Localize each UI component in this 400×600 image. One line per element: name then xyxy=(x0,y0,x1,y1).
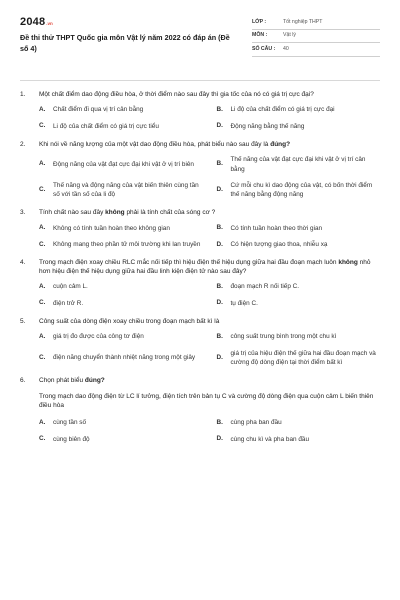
option-letter: C. xyxy=(39,121,46,129)
meta-label: MÔN : xyxy=(252,32,268,39)
header-left xyxy=(20,10,235,54)
option-text: cùng biên độ xyxy=(53,435,90,443)
option-b[interactable] xyxy=(217,105,381,114)
question-1 xyxy=(20,91,380,131)
option-text: Thế năng của vật đạt cực đại khi vật ở vị trí cân bằng xyxy=(230,156,366,173)
stem-emphasis: không xyxy=(105,209,125,217)
option-letter: D. xyxy=(216,298,223,306)
option-d[interactable] xyxy=(217,299,381,308)
option-letter: A. xyxy=(39,160,46,168)
option-letter: C. xyxy=(39,240,46,248)
brand-main: 2048 xyxy=(20,16,46,28)
stem-emphasis: đúng? xyxy=(84,377,105,385)
option-text: cuộn cảm L. xyxy=(53,283,88,291)
question-4 xyxy=(20,259,380,307)
option-text: tụ điện C. xyxy=(230,299,258,307)
brand-logo[interactable] xyxy=(20,15,235,29)
header-divider xyxy=(20,80,380,81)
stem-text: Trong mạch điện xoay chiều RLC mắc nối tiếp thì hiệu điện thế hiệu dụng giữa hai đầu đoạn mạch luôn xyxy=(39,259,339,267)
option-a[interactable] xyxy=(39,282,203,291)
option-c[interactable] xyxy=(39,122,203,131)
option-text: Chất điểm đi qua vị trí cân bằng xyxy=(53,106,144,114)
answer-options xyxy=(20,332,380,367)
question-stem xyxy=(20,209,380,217)
option-a[interactable] xyxy=(39,332,203,341)
stem-text: Tính chất nào sau đây xyxy=(39,209,106,217)
question-text xyxy=(39,259,380,276)
option-letter: A. xyxy=(39,418,46,426)
option-text: Động năng của vật đạt cực đại khi vật ở vị trí biên xyxy=(53,160,194,168)
exam-meta xyxy=(252,16,380,57)
question-text xyxy=(39,318,380,326)
answer-options xyxy=(20,224,380,250)
option-a[interactable] xyxy=(39,224,203,233)
question-text xyxy=(39,209,380,217)
question-6 xyxy=(20,377,380,444)
option-c[interactable] xyxy=(39,349,203,368)
question-stem xyxy=(20,318,380,326)
option-text: Li độ của chất điểm có giá trị cực tiểu xyxy=(53,122,159,130)
question-3 xyxy=(20,209,380,249)
stem-text: Công suất của dòng điện xoay chiều trong đoạn mạch bất kì là xyxy=(39,317,220,325)
option-b[interactable] xyxy=(217,332,381,341)
option-b[interactable] xyxy=(217,418,381,427)
option-letter: D. xyxy=(216,121,223,129)
question-number: 2. xyxy=(20,140,26,148)
option-d[interactable] xyxy=(217,122,381,131)
option-text: điện trở R. xyxy=(53,299,84,307)
option-text: Li độ của chất điểm có giá trị cực đại xyxy=(230,106,335,114)
question-5 xyxy=(20,318,380,367)
option-d[interactable] xyxy=(217,349,381,368)
option-c[interactable] xyxy=(39,299,203,308)
option-text: đoạn mạch R nối tiếp C. xyxy=(230,283,300,291)
option-letter: D. xyxy=(216,353,223,361)
option-d[interactable] xyxy=(217,435,381,444)
option-letter: A. xyxy=(39,332,46,340)
option-letter: B. xyxy=(216,282,223,290)
option-a[interactable] xyxy=(39,155,203,174)
question-text xyxy=(39,141,380,149)
question-stem xyxy=(20,259,380,276)
question-number: 3. xyxy=(20,209,26,217)
question-stem xyxy=(20,141,380,149)
answer-options xyxy=(20,282,380,308)
option-text: cùng chu kì và pha ban đầu xyxy=(230,435,310,443)
option-text: điện năng chuyển thành nhiệt năng trong một giây xyxy=(53,354,196,362)
option-letter: A. xyxy=(39,105,46,113)
question-body: Trong mạch dao động điện từ LC lí tưởng, điện tích trên bản tụ C và cường độ dòng điện qua cuộn cảm L biến thiên điều hòa xyxy=(39,392,374,409)
option-text: công suất trung bình trong một chu kì xyxy=(230,333,337,341)
option-text: Không mang theo phần tử môi trường khi lan truyền xyxy=(53,241,201,249)
option-text: Cứ mỗi chu kì dao động của vật, có bốn thời điểm thế năng bằng động năng xyxy=(230,181,373,199)
question-text xyxy=(39,377,380,385)
option-text: Không có tính tuần hoàn theo không gian xyxy=(53,224,170,232)
option-text: Có hiện tượng giao thoa, nhiễu xạ xyxy=(230,241,328,249)
option-d[interactable] xyxy=(217,240,381,249)
meta-label: SỐ CÂU : xyxy=(252,45,276,52)
option-text: Thế năng và động năng của vật biến thiên cùng tần số với tần số của li độ xyxy=(53,181,199,199)
option-text: giá trị đo được của công tơ điện xyxy=(53,333,144,341)
option-text: Động năng bằng thế năng xyxy=(230,122,305,130)
option-b[interactable] xyxy=(217,155,381,174)
option-text: giá trị của hiệu điện thế giữa hai đầu đoạn mạch và cường độ dòng điện tại thời điểm bất kì xyxy=(230,349,376,366)
question-number: 1. xyxy=(20,90,26,98)
stem-text: nhỏ hơn hiệu điện thế hiệu dụng giữa hai đầu linh kiện điện tử nào sau đây? xyxy=(39,259,371,275)
stem-emphasis: đúng? xyxy=(270,140,291,148)
option-letter: A. xyxy=(39,224,46,232)
question-stem xyxy=(20,377,380,385)
option-b[interactable] xyxy=(217,282,381,291)
option-text: Có tính tuần hoàn theo thời gian xyxy=(230,224,323,232)
meta-value: 40 xyxy=(283,45,289,52)
option-d[interactable] xyxy=(217,181,381,200)
option-letter: B. xyxy=(216,160,223,168)
option-letter: B. xyxy=(216,418,223,426)
answer-options xyxy=(20,418,380,444)
option-letter: B. xyxy=(216,224,223,232)
question-stem xyxy=(20,91,380,99)
option-letter: D. xyxy=(216,435,223,443)
option-letter: B. xyxy=(216,332,223,340)
option-b[interactable] xyxy=(217,224,381,233)
option-c[interactable] xyxy=(39,181,203,200)
exam-title: Đề thi thử THPT Quốc gia môn Vật lý năm 2022 có đáp án (Đề số 4) xyxy=(20,33,230,53)
option-letter: C. xyxy=(39,435,46,443)
question-number: 4. xyxy=(20,259,26,267)
stem-text: Một chất điểm dao động điều hòa, ở thời điểm nào sau đây thì gia tốc của nó có giá trị cực đại? xyxy=(39,90,314,98)
meta-value: Vật lý xyxy=(283,32,296,39)
meta-row-subject xyxy=(252,30,380,44)
meta-row-count xyxy=(252,43,380,57)
option-letter: C. xyxy=(39,353,46,361)
option-a[interactable] xyxy=(39,418,203,427)
question-number: 5. xyxy=(20,317,26,325)
stem-emphasis: không xyxy=(338,259,358,267)
stem-text: Khi nói về năng lượng của một vật dao động điều hòa, phát biểu nào sau đây là xyxy=(39,140,271,148)
brand-sub: .vn xyxy=(46,21,53,26)
stem-text: Chọn phát biểu xyxy=(39,377,85,385)
answer-options xyxy=(20,155,380,199)
meta-row-class xyxy=(252,16,380,30)
header xyxy=(20,10,380,74)
option-letter: C. xyxy=(39,298,46,306)
question-2 xyxy=(20,141,380,200)
option-letter: A. xyxy=(39,282,46,290)
answer-options xyxy=(20,105,380,131)
option-text: cùng tần số xyxy=(53,419,87,427)
meta-label: LỚP : xyxy=(252,18,267,25)
question-text xyxy=(39,91,380,99)
option-text: cùng pha ban đầu xyxy=(230,419,282,427)
option-c[interactable] xyxy=(39,435,203,444)
stem-text: phải là tính chất của sóng cơ ? xyxy=(124,209,216,217)
question-number: 6. xyxy=(20,377,26,385)
meta-value: Tốt nghiệp THPT xyxy=(283,18,323,25)
option-c[interactable] xyxy=(39,240,203,249)
option-a[interactable] xyxy=(39,105,203,114)
option-letter: D. xyxy=(216,240,223,248)
option-letter: C. xyxy=(39,185,46,193)
option-letter: D. xyxy=(216,185,223,193)
option-letter: B. xyxy=(216,105,223,113)
